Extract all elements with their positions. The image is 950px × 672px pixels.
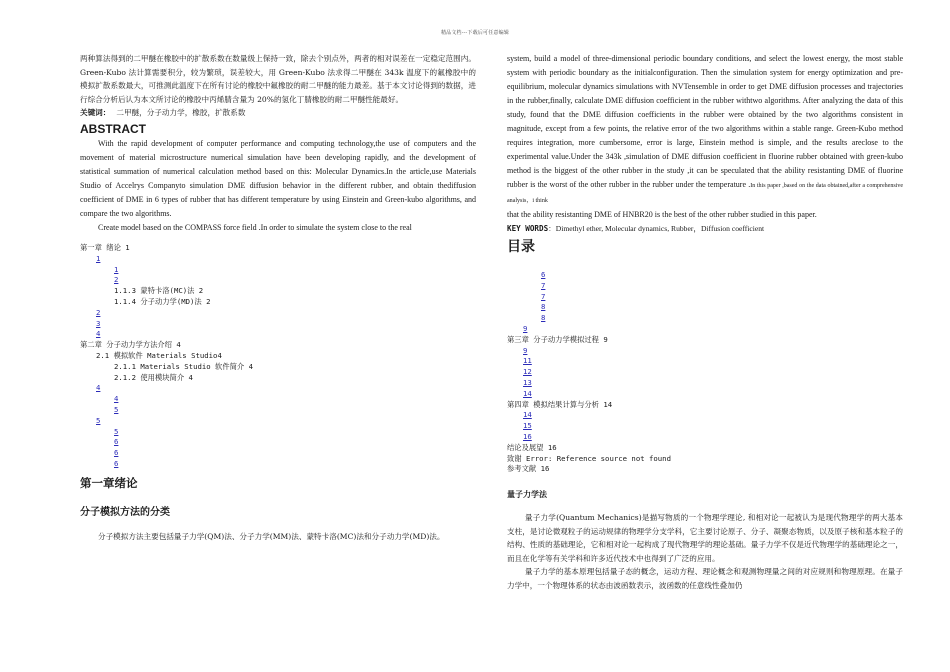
right-column [507,52,903,592]
abstract-continuation-main: system, build a model of three-dimensional periodic boundary conditions, and select the lowest energy, the most stable system with periodic boundary as the initialconfiguration. Then the simulation system for energy optimization and pre-equilibrium, molecular dynamics simulations with NVTensemble in order to get DME diffusion processes and trajectories in the rubber,finally, calculate DME diffusion coefficient in the rubber withtwo algorithms. After analyzing the data of this study, found that the DME diffusion coefficients in the rubber were obtained by the two algorithms consistent in magnitude, except from a few points, the relative error of the two algorithms within a stable range. Green-Kubo method requires integration, more cumbersome, error is large, Einstein method is simple, and the results areclose to the experimental value.Under the 343k ,simulation of DME diffusion coefficient in fluorine rubber obtained with green-kubo method is the biggest of the other rubber in the study ,it can be speculated that the ability resistanting DME of fluorine rubber is the worst of the other rubber in the rubber under the temperature . [507,54,903,189]
toc-link-entry[interactable] [80,448,476,459]
toc-link-entry[interactable] [80,308,476,319]
chapter1-paragraph: 分子模拟方法主要包括量子力学(QM)法、分子力学(MM)法、蒙特卡洛(MC)法和分子动力学(MD)法。 [98,531,445,541]
toc-entry [507,454,903,465]
toc-link-entry[interactable] [507,389,903,400]
toc-link-entry[interactable] [80,254,476,265]
toc-link-entry[interactable] [507,410,903,421]
toc-entry [507,335,903,346]
abstract-paragraph-2: Create model based on the COMPASS force field .In order to simulate the system close to the real [98,223,412,232]
toc-entry-text: 1.1.3 蒙特卡洛(MC)法 2 [114,286,204,296]
toc-link-entry[interactable] [507,302,903,313]
left-column [80,52,476,543]
toc-page-link[interactable]: 6 [114,437,119,447]
section-title: 分子模拟方法的分类 [80,506,170,518]
en-keywords [507,222,903,236]
cn-abstract-paragraph: 两种算法得到的二甲醚在橡胶中的扩散系数在数量级上保持一致，除去个别点外，两者的相对误差在一定稳定范围内。Green-Kubo 法计算需要积分，较为繁琐，误差较大，用 Green-Kubo 法求得二甲醚在 343k 温度下的氟橡胶中的模拟扩散系数最大，可推测此温度下在所有讨论的橡胶中氟橡胶的耐二甲醚的能力最差。基于本文讨论得到的数据，进行综合分析后认为本文所讨论的橡胶中丙烯腈含量为 20%的氢化丁腈橡胶的耐二甲醚性能最好。 [80,54,476,104]
toc-list-right [507,270,903,475]
toc-link-entry[interactable] [507,281,903,292]
toc-link-entry[interactable] [80,427,476,438]
toc-page-link[interactable]: 4 [96,383,101,393]
toc-entry [507,400,903,411]
header-note: 精品文档---下载后可任意编辑 [440,30,510,36]
toc-entry-text: 第三章 分子动力学模拟过程 9 [507,334,608,344]
toc-entry-text: 2.1 模拟软件 Materials Studio4 [96,350,222,360]
toc-entry-text: 第四章 模拟结果计算与分析 14 [507,399,613,409]
toc-link-entry[interactable] [507,313,903,324]
toc-page-link[interactable]: 4 [96,329,101,339]
toc-page-link[interactable]: 11 [523,356,532,366]
toc-link-entry[interactable] [80,383,476,394]
en-keywords-text: ：Dimethyl ether, Molecular dynamics, Rubber，Diffusion coefficient [548,224,765,233]
toc-page-link[interactable]: 6 [114,448,119,458]
toc-entry [80,340,476,351]
toc-entry-text: 1.1.4 分子动力学(MD)法 2 [114,296,211,306]
toc-page-link[interactable]: 1 [96,253,101,263]
toc-page-link[interactable]: 15 [523,421,532,431]
toc-page-link[interactable]: 5 [96,415,101,425]
toc-link-entry[interactable] [507,292,903,303]
toc-page-link[interactable]: 6 [541,270,546,279]
toc-entry [80,297,476,308]
toc-link-entry[interactable] [507,432,903,443]
toc-link-entry[interactable] [507,270,903,281]
toc-page-link[interactable]: 5 [114,426,119,436]
toc-link-entry[interactable] [80,329,476,340]
toc-entry [507,464,903,475]
toc-entry [80,373,476,384]
toc-entry-text: 第一章 绪论 1 [80,243,130,252]
toc-link-entry[interactable] [80,437,476,448]
toc-page-link[interactable]: 8 [541,313,546,323]
toc-link-entry[interactable] [80,416,476,427]
toc-page-link[interactable]: 1 [114,264,119,274]
toc-link-entry[interactable] [80,275,476,286]
abstract-continuation-end: that the ability resistanting DME of HNBR20 is the best of the other rubber studied in this paper. [507,210,817,219]
abstract-paragraph-1: With the rapid development of computer performance and computing technology,the use of computers and the movement of material microstructure numerical simulation have been developing rapidly, and the development of statistical summation of numerical calculation method based on this: Molecular Dynamics.In the article,use Materials Studio of Accelrys Companyto simulation DME diffusion behavior in the different rubber, and obtain thediffusion coefficient of DME in 6 types of rubber that has different temperature by using Einstein and Green-kubo algorithms, and compare the two algorithms. [80,139,476,218]
toc-page-link[interactable]: 12 [523,367,532,377]
qm-paragraph-2: 量子力学的基本原理包括量子态的概念，运动方程、理论概念和观测物理量之间的对应规则和物理原理。在量子力学中，一个物理体系的状态由波函数表示，波函数的任意线性叠加仍 [507,567,903,590]
cn-keywords [80,106,476,120]
toc-page-link[interactable]: 7 [541,291,546,301]
toc-entry [80,362,476,373]
toc-list-left [80,243,476,470]
toc-page-link[interactable]: 3 [96,318,101,328]
toc-entry-text: 结论及展望 16 [507,442,557,452]
toc-entry [80,351,476,362]
toc-entry [80,243,476,254]
toc-page-link[interactable]: 2 [114,275,119,285]
toc-page-link[interactable]: 14 [523,410,532,420]
toc-link-entry[interactable] [507,324,903,335]
toc-entry-text: 第二章 分子动力学方法介绍 4 [80,340,181,350]
toc-link-entry[interactable] [507,356,903,367]
toc-link-entry[interactable] [80,459,476,470]
en-keywords-label: KEY WORDS [507,224,549,233]
toc-page-link[interactable]: 2 [96,307,101,317]
toc-page-link[interactable]: 4 [114,394,119,404]
toc-link-entry[interactable] [507,367,903,378]
chapter1-title: 第一章绪论 [80,477,138,490]
toc-entry-text: 2.1.1 Materials Studio 软件简介 4 [114,361,254,371]
toc-link-entry[interactable] [80,265,476,276]
qm-paragraph-1: 量子力学(Quantum Mechanics)是描写物质的一个物理学理论, 和相对论一起被认为是现代物理学的两大基本支柱，是讨论微观粒子的运动规律的物理学分支学科，它主要讨论原子、分子、凝聚态物质，以及原子核和基本粒子的结构、性质的基础理论，它和相对论一起构成了现代物理学的理论基础。量子力学不仅是近代物理学的基础理论之一，而且在化学等有关学科和许多近代技术中也得到了广泛的应用。 [507,513,903,563]
toc-title: 目录 [507,239,535,255]
toc-entry-text: 2.1.2 使用模块简介 4 [114,372,193,382]
toc-link-entry[interactable] [80,394,476,405]
toc-link-entry[interactable] [507,346,903,357]
qm-section-title: 量子力学法 [507,490,547,500]
toc-entry [80,286,476,297]
toc-page-link[interactable]: 7 [541,280,546,290]
toc-page-link[interactable]: 9 [523,323,528,333]
toc-page-link[interactable]: 14 [523,388,532,398]
toc-link-entry[interactable] [507,421,903,432]
cn-keywords-label: 关键词： [80,108,111,117]
toc-page-link[interactable]: 9 [523,345,528,355]
abstract-title: ABSTRACT [80,122,146,136]
toc-page-link[interactable]: 5 [114,404,119,414]
toc-entry-text: 致谢 Error: Reference source not found [507,453,671,463]
toc-page-link[interactable]: 13 [523,377,532,387]
abstract-continuation-small: In this paper ,based on the data obtained,after a comprehensive analysis，i think [507,183,903,204]
abstract-continuation [507,52,903,222]
toc-entry [507,443,903,454]
cn-keywords-text: 二甲醚，分子动力学，橡胶，扩散系数 [116,108,246,117]
toc-page-link[interactable]: 16 [523,431,532,441]
toc-link-entry[interactable] [507,378,903,389]
toc-link-entry[interactable] [80,405,476,416]
toc-link-entry[interactable] [80,319,476,330]
toc-page-link[interactable]: 8 [541,302,546,312]
toc-page-link[interactable]: 6 [114,458,119,468]
toc-entry-text: 参考文献 16 [507,464,550,474]
